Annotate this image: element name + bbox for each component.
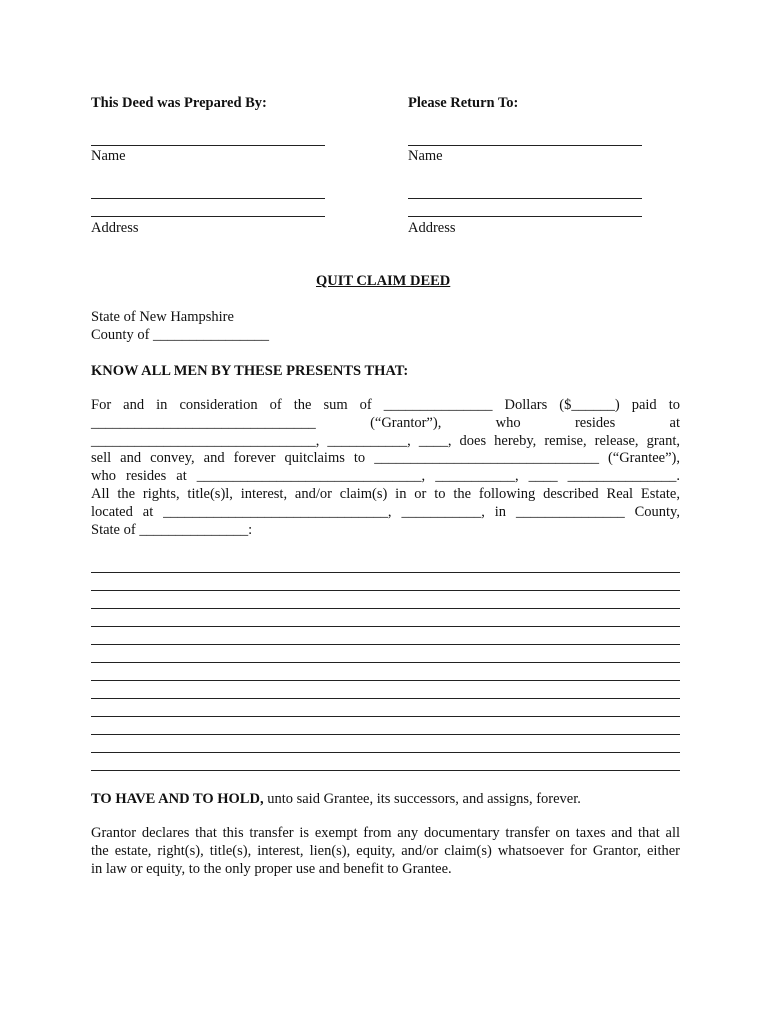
- declaration-line: in law or equity, to the only proper use and benefit to Grantee.: [91, 860, 452, 877]
- legal-description-line: [91, 590, 680, 591]
- prepared-by-address-line-2: [91, 216, 325, 217]
- return-to-address-line-2: [408, 216, 642, 217]
- body-line: _______________________________, ___________, ____, does hereby, remise, release, grant,: [91, 432, 680, 449]
- legal-description-line: [91, 662, 680, 663]
- prepared-by-address-label: Address: [91, 220, 139, 236]
- habendum-rest: unto said Grantee, its successors, and assigns, forever.: [263, 791, 581, 807]
- return-to-name-line: [408, 145, 642, 146]
- return-to-name-label: Name: [408, 148, 443, 164]
- legal-description-line: [91, 680, 680, 681]
- county-line: County of ________________: [91, 327, 270, 343]
- body-line: sell and convey, and forever quitclaims to _______________________________ (“Grantee”),: [91, 450, 680, 467]
- know-all-heading: KNOW ALL MEN BY THESE PRESENTS THAT:: [91, 363, 409, 379]
- return-to-label: Please Return To:: [408, 95, 519, 111]
- habendum-clause: [91, 790, 581, 808]
- habendum-bold: TO HAVE AND TO HOLD,: [91, 791, 264, 807]
- declaration-line: Grantor declares that this transfer is exempt from any documentary transfer on taxes and that all: [91, 825, 680, 841]
- state-line: State of New Hampshire: [91, 309, 234, 325]
- legal-description-line: [91, 752, 680, 753]
- body-line: who resides at _______________________________, ___________, ____ _______________.: [91, 468, 680, 485]
- body-line: All the rights, title(s)l, interest, and/or claim(s) in or to the following described Real Estate,: [91, 485, 680, 502]
- legal-description-line: [91, 626, 680, 627]
- legal-description-line: [91, 716, 680, 717]
- body-line: For and in consideration of the sum of _______________ Dollars ($______) paid to: [91, 397, 680, 413]
- legal-description-line: [91, 734, 680, 735]
- prepared-by-label: This Deed was Prepared By:: [91, 95, 267, 111]
- consideration-paragraph: [91, 397, 680, 539]
- body-line: located at _______________________________, ___________, in _______________ County,: [91, 503, 680, 520]
- declaration-line: the estate, right(s), title(s), interest, lien(s), equity, and/or claim(s) whatsoever for Grantor, either: [91, 842, 680, 859]
- body-line: _______________________________ (“Grantor”), who resides at: [91, 414, 680, 431]
- prepared-by-address-line-1: [91, 198, 325, 199]
- document-title: QUIT CLAIM DEED: [316, 273, 451, 289]
- declaration-paragraph: [91, 825, 680, 878]
- legal-description-line: [91, 608, 680, 609]
- return-to-address-label: Address: [408, 220, 456, 236]
- prepared-by-name-label: Name: [91, 148, 126, 164]
- body-line: State of _______________:: [91, 521, 253, 538]
- legal-description-line: [91, 770, 680, 771]
- prepared-by-name-line: [91, 145, 325, 146]
- legal-description-line: [91, 644, 680, 645]
- legal-description-line: [91, 698, 680, 699]
- legal-description-line: [91, 572, 680, 573]
- return-to-address-line-1: [408, 198, 642, 199]
